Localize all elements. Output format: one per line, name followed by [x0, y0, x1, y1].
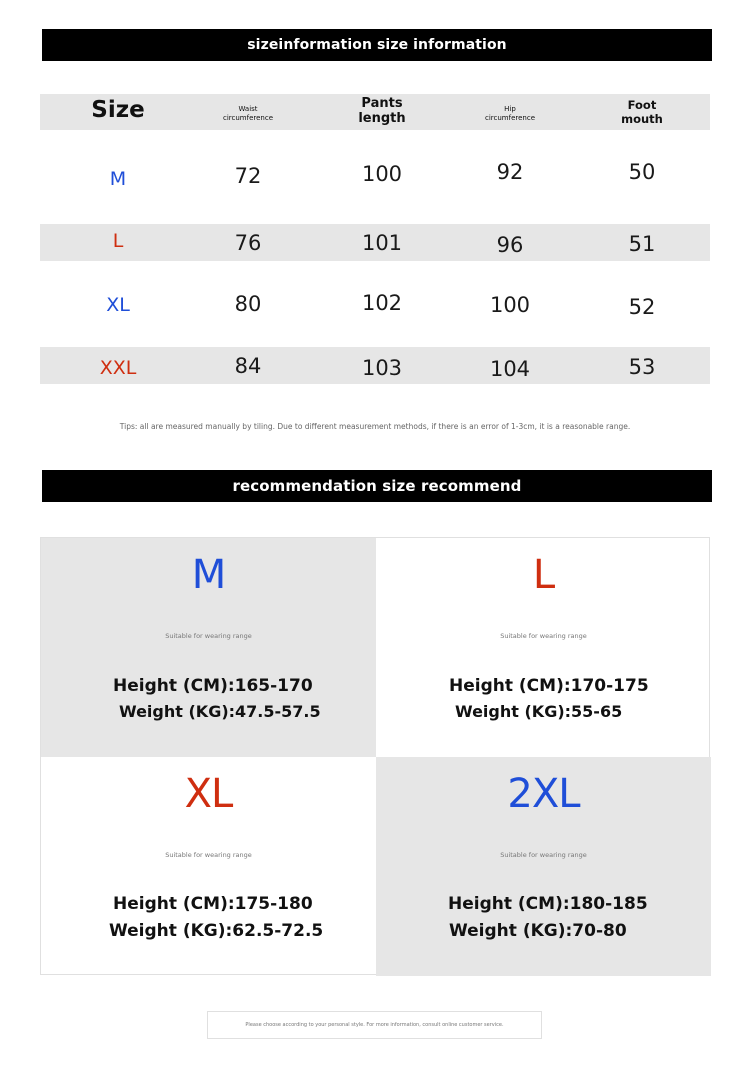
row-pants: 100 — [361, 162, 403, 186]
table-row — [40, 160, 710, 194]
row-foot: 52 — [628, 295, 656, 319]
suitable-label: Suitable for wearing range — [165, 632, 252, 640]
weight-range: Weight (KG):47.5-57.5 — [119, 702, 321, 721]
recommend-size: 2XL — [507, 771, 580, 817]
row-hip: 96 — [496, 233, 524, 257]
recommend-size: XL — [184, 771, 233, 817]
row-hip: 100 — [489, 293, 531, 317]
row-foot: 50 — [628, 160, 656, 184]
size-information-banner: sizeinformation size information — [42, 29, 712, 61]
header-pants-line2: length — [358, 111, 406, 126]
suitable-label: Suitable for wearing range — [500, 851, 587, 859]
table-header-row — [40, 94, 710, 130]
row-pants: 101 — [361, 231, 403, 255]
recommend-size: M — [191, 552, 226, 598]
recommend-size: L — [532, 552, 555, 598]
header-size: Size — [91, 97, 145, 123]
height-range: Height (CM):165-170 — [113, 676, 313, 696]
table-row — [40, 286, 710, 322]
height-range: Height (CM):180-185 — [448, 894, 648, 914]
header-foot-mouth — [592, 98, 692, 126]
customer-service-note: Please choose according to your personal style. For more information, consult online customer service. — [207, 1011, 542, 1039]
size-recommendation-banner: recommendation size recommend — [42, 470, 712, 502]
row-pants: 103 — [361, 356, 403, 380]
weight-range: Weight (KG):55-65 — [455, 702, 623, 721]
header-hip-line1: Hip — [504, 105, 516, 113]
row-waist: 76 — [234, 231, 262, 255]
row-size: XXL — [99, 357, 137, 379]
row-hip: 104 — [489, 357, 531, 381]
row-waist: 84 — [234, 354, 262, 378]
row-waist: 72 — [234, 164, 262, 188]
header-waist-line1: Waist — [238, 105, 258, 113]
measurement-tips: Tips: all are measured manually by tiling. Due to different measurement methods, if there is an error of 1-3cm, it is a reasonable range. — [119, 422, 631, 431]
header-pants-line1: Pants — [361, 96, 403, 111]
header-waist-line2: circumference — [222, 114, 273, 122]
suitable-label: Suitable for wearing range — [500, 632, 587, 640]
row-waist: 80 — [234, 292, 262, 316]
recommend-card-2xl — [376, 757, 711, 976]
row-foot: 51 — [628, 232, 656, 256]
weight-range: Weight (KG):62.5-72.5 — [109, 921, 324, 941]
header-pants-length — [332, 96, 432, 126]
row-size: XL — [106, 294, 130, 316]
row-size: M — [109, 168, 127, 190]
height-range: Height (CM):170-175 — [449, 676, 649, 696]
row-size: L — [112, 230, 124, 252]
header-foot-line1: Foot — [627, 98, 657, 112]
table-row — [40, 347, 710, 384]
row-foot: 53 — [628, 355, 656, 379]
weight-range: Weight (KG):70-80 — [449, 921, 627, 941]
header-hip — [460, 105, 560, 123]
row-hip: 92 — [496, 160, 524, 184]
header-hip-line2: circumference — [484, 114, 535, 122]
row-pants: 102 — [361, 291, 403, 315]
recommend-card-m — [41, 538, 376, 757]
recommend-card-l — [376, 538, 711, 757]
header-foot-line2: mouth — [621, 112, 663, 126]
height-range: Height (CM):175-180 — [113, 894, 313, 914]
header-waist — [198, 105, 298, 123]
recommend-card-xl — [41, 757, 376, 976]
table-row — [40, 224, 710, 261]
size-recommend-grid — [40, 537, 710, 975]
suitable-label: Suitable for wearing range — [165, 851, 252, 859]
